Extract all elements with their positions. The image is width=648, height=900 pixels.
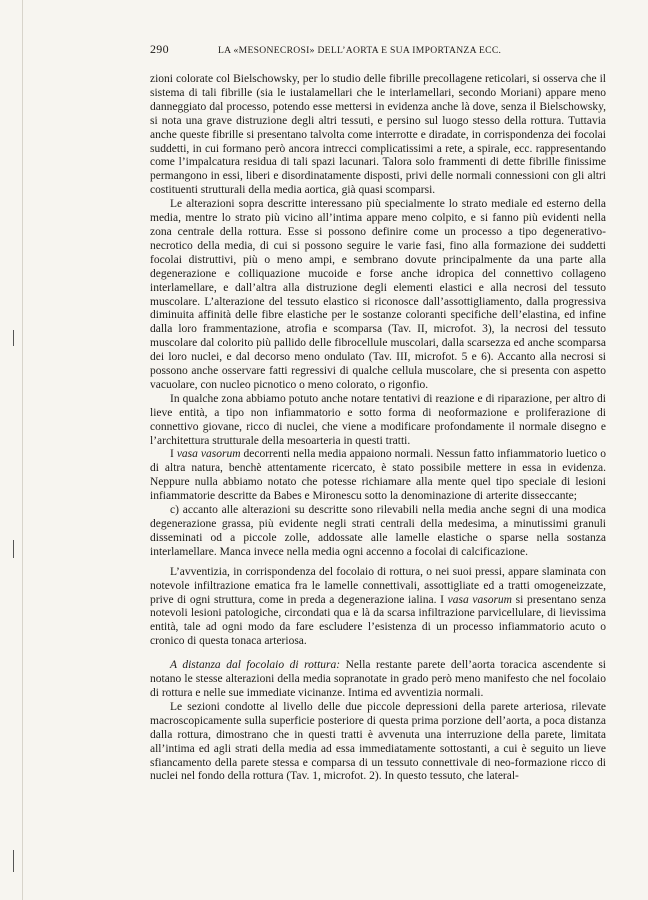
page-number: 290 [150, 44, 169, 56]
italic-term: vasa vasorum [176, 448, 241, 461]
paragraph: Le alterazioni sopra descritte interessano più specialmente lo strato mediale ed esterno della media, mentre lo strato più vicino all’intima appare meno colpito, e si fanno più evidenti nella zona centrale della rottura. Esse si possono definire come un processo a tipo degenerativo-necrotico della media, di cui si possono seguire le varie fasi, fino alla formazione dei suddetti focolai distruttivi, più o meno ampi, e sembrano dovute principalmente da una parte alla degenerazione e colliquazione mucoide e forse anche idropica del connettivo collageno interlamellare, e dall’altra alla distruzione degli elementi elastici e alla necrosi del tessuto muscolare. L’alterazione del tessuto elastico si riconosce dall’assottigliamento, dalla progressiva diminuita affinità delle fibre elastiche per le sostanze coloranti specifiche dell’elastina, ed infine dalla loro frammentazione, atrofia e scomparsa (Tav. II, microfot. 3), la necrosi del tessuto muscolare dal colorito più pallido delle fibrocellule muscolari, dalla scarsezza ed anche scomparsa dei loro nuclei, e dal decorso meno ondulato (Tav. III, microfot. 5 e 6). Accanto alla necrosi si possono anche osservare fatti regressivi di qualche cellula muscolare, che si presenta con aspetto vacuolare, con nucleo picnotico o meno colorato, o rigonfio. [150, 198, 606, 391]
paragraph: zioni colorate col Bielschowsky, per lo studio delle fibrille precollagene reticolari, si osserva che il sistema di tali fibrille (sia le iustalamellari che le interlamellari, secondo Moriani) appare meno danneggiato dal processo, potendo esse mettersi in evidenza anche là dove, senza il Bielschowsky, si nota una grave distruzione degli altri tessuti, e persino sul luogo stesso della rottura. Tuttavia anche queste fibrille si presentano talvolta come interrotte e diradate, in corrispondenza dei focolai suddetti, in cui formano però ancora intrecci complicatissimi a rete, a spirale, ecc. rappresentando come l’impalcatura residua di tali spazi lacunari. Talora solo frammenti di dette fibrille finissime permangono in essi, liberi e disordinatamente disposti, privi delle normali connessioni con gli altri costituenti strutturali della media aortica, già quasi scomparsi. [150, 73, 606, 197]
margin-mark [13, 850, 14, 872]
paragraph: c) accanto alle alterazioni su descritte sono rilevabili nella media anche segni di una modica degenerazione grassa, più evidente negli strati centrali della medesima, a minutissimi granuli disseminati od a piccole zolle, addossate alle lamelle elastiche o sparse nella sostanza interlamellare. Manca invece nella media ogni accenno a focolai di calcificazione. [150, 504, 606, 558]
paragraph-text: decorrenti nella media appaiono normali. Nessun fatto infiammatorio luetico o di altra natura, benchè attentamente ricercato, è stato possibile mettere in essa in evidenza. Neppure nulla abbiamo notato che potesse richiamare alla mente quel tipo speciale di lesioni infiammatorie descritte da Babes e Mironescu sotto la denominazione di arterite disseccante; [150, 448, 606, 503]
running-header [150, 44, 600, 58]
page-edge-line [22, 0, 23, 900]
paragraph [150, 566, 606, 649]
italic-heading: A distanza dal focolaio di rottura: [170, 659, 341, 672]
paragraph [150, 448, 606, 504]
paragraph-text: L’avventizia, in corrispondenza del focolaio di rottura, o nei suoi pressi, appare slaminata con notevole infiltrazione ematica fra le lamelle connettivali, assottigliate ed a tratti omogeneizzate, prive di ogni struttura, come in preda a degenerazione ialina. I [150, 565, 606, 606]
italic-term: vasa vasorum [447, 593, 512, 606]
paragraph-lead: I [170, 448, 177, 461]
paragraph [150, 659, 606, 701]
paragraph: In qualche zona abbiamo potuto anche notare tentativi di reazione e di riparazione, per altro di lieve entità, a tipo non infiammatorio e sotto forma di neoformazione e proliferazione di connettivo giovane, ricco di nuclei, che viene a modificare profondamente il normale disegno e l’architettura strutturale della mesoarteria in questi tratti. [150, 392, 606, 447]
body-text [150, 73, 606, 784]
paragraph: Le sezioni condotte al livello delle due piccole depressioni della parete arteriosa, rilevate macroscopicamente sulla superficie posteriore di questa prima porzione dell’aorta, a poca distanza dalla rottura, dimostrano che in questi tratti è avvenuta una interruzione della parete, limitata all’intima ed agli strati della media ad essa immediatamente sottostanti, a cui è seguito un lieve sfiancamento della parete stessa e comparsa di un tessuto connettivale di neo-formazione ricco di nuclei nel fondo della rottura (Tav. 1, microfot. 2). In questo tessuto, che lateral- [150, 700, 606, 783]
margin-mark [13, 540, 14, 558]
paragraph-text: si presentano senza notevoli lesioni patologiche, circondati qua e là da scarsa infiltrazione parvicellulare, di lievissima entità, tale ad ogni modo da fare escludere l’esistenza di un processo infiammatorio acuto o cronico di questa tonaca arteriosa. [150, 593, 606, 648]
margin-mark [13, 330, 14, 346]
paragraph-text: Nella restante parete dell’aorta toracica ascendente si notano le stesse alterazioni della media sopranotate in grado però meno manifesto che nel focolaio di rottura e nelle sue immediate vicinanze. Intima ed avventizia normali. [150, 659, 607, 699]
running-title: LA «MESONECROSI» DELL’AORTA E SUA IMPORTANZA ECC. [218, 45, 502, 56]
